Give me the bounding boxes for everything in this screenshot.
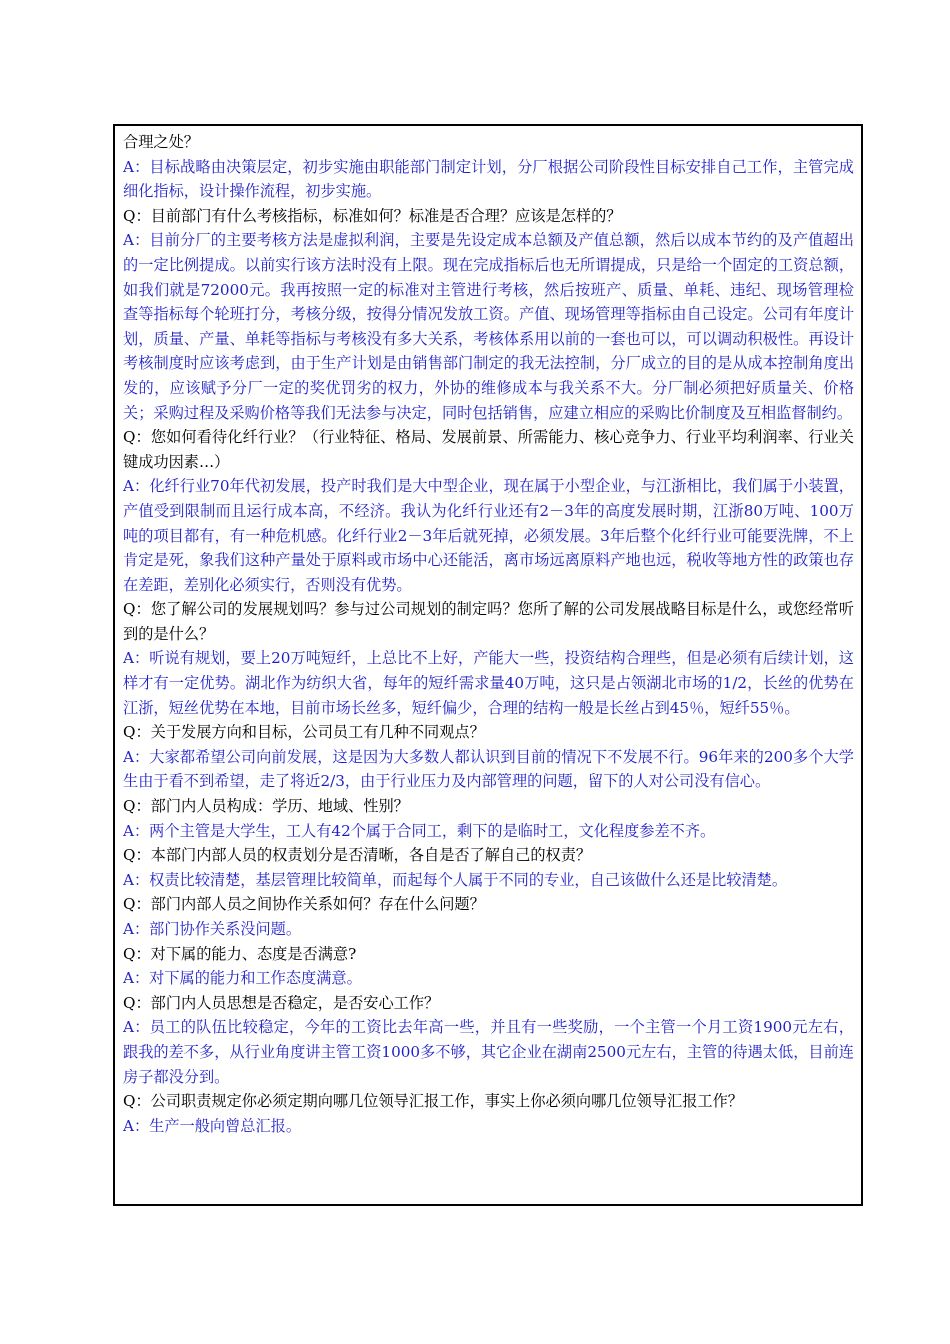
answer-text: A：化纤行业70年代初发展，投产时我们是大中型企业，现在属于小型企业，与江浙相比，我们属于小装置，产值受到限制而且运行成本高，不经济。我认为化纤行业还有2－3年的高度发展时期，江浙80万吨、100万吨的项目都有，有一种危机感。化纤行业2－3年后就死掉，必须发展。3年后整个化纤行业可能要洗牌，不上肯定是死，象我们这种产量处于原料或市场中心还能活，离市场远离原料产地也远，税收等地方性的政策也存在差距，差别化必须实行，否则没有优势。	[123, 477, 854, 594]
question-text: Q：您如何看待化纤行业？（行业特征、格局、发展前景、所需能力、核心竞争力、行业平均利润率、行业关键成功因素…）	[123, 428, 854, 471]
interview-record-box	[113, 124, 863, 1206]
answer-text: A：目前分厂的主要考核方法是虚拟利润，主要是先设定成本总额及产值总额，然后以成本节约的及产值超出的一定比例提成。以前实行该方法时没有上限。现在完成指标后也无所谓提成，只是给一个固定的工资总额，如我们就是72000元。我再按照一定的标准对主管进行考核，然后按班产、质量、单耗、违纪、现场管理检查等指标每个轮班打分，考核分级，按得分情况发放工资。产值、现场管理等指标由自己设定。公司有年度计划，质量、产量、单耗等指标与考核没有多大关系，考核体系用以前的一套也可以，可以调动积极性。再设计考核制度时应该考虑到，由于生产计划是由销售部门制定的我无法控制，分厂成立的目的是从成本控制角度出发的，应该赋予分厂一定的奖优罚劣的权力，外协的维修成本与我关系不大。分厂制必须把好质量关、价格关；采购过程及采购价格等我们无法参与决定，同时包括销售，应建立相应的采购比价制度及互相监督制约。	[123, 231, 854, 422]
answer-text: A：对下属的能力和工作态度满意。	[123, 969, 362, 988]
question-text: Q：您了解公司的发展规划吗？参与过公司规划的制定吗？您所了解的公司发展战略目标是什么，或您经常听到的是什么？	[123, 600, 854, 643]
answer-text: A：部门协作关系没问题。	[123, 920, 302, 938]
question-text: Q：本部门内部人员的权责划分是否清晰，各自是否了解自己的权责？	[123, 846, 592, 865]
answer-text: A：两个主管是大学生，工人有42个属于合同工，剩下的是临时工，文化程度参差不齐。	[123, 821, 716, 840]
answer-text: A：听说有规划，要上20万吨短纤，上总比不上好，产能大一些，投资结构合理些，但是必须有后续计划，这样才有一定优势。湖北作为纺织大省，每年的短纤需求量40万吨，这只是占领湖北市场的1/2，长丝的优势在江浙，短丝优势在本地，目前市场长丝多，短纤偏少，合理的结构一般是长丝占到45％，短纤55％。	[123, 649, 854, 717]
question-text: Q：部门内人员思想是否稳定，是否安心工作？	[123, 993, 440, 1012]
question-text: Q：部门内人员构成：学历、地域、性别？	[123, 797, 409, 816]
answer-text: A：员工的队伍比较稳定，今年的工资比去年高一些，并且有一些奖励，一个主管一个月工资1900元左右，跟我的差不多，从行业角度讲主管工资1000多不够，其它企业在湖南2500元左右，主管的待遇太低，目前连房子都没分到。	[123, 1018, 854, 1086]
question-text: 合理之处？	[123, 133, 199, 151]
question-text: Q：公司职责规定你必须定期向哪几位领导汇报工作，事实上你必须向哪几位领导汇报工作？	[123, 1092, 743, 1111]
answer-text: A：权责比较清楚，基层管理比较简单，而起每个人属于不同的专业，自己该做什么还是比较清楚。	[123, 870, 788, 889]
question-text: Q：部门内部人员之间协作关系如何？存在什么问题？	[123, 895, 485, 914]
answer-text: A：大家都希望公司向前发展，这是因为大多数人都认识到目前的情况下不发展不行。96年来的200多个大学生由于看不到希望，走了将近2/3，由于行业压力及内部管理的问题，留下的人对公司没有信心。	[123, 747, 854, 791]
answer-text: A：目标战略由决策层定，初步实施由职能部门制定计划，分厂根据公司阶段性目标安排自己工作，主管完成细化指标，设计操作流程，初步实施。	[123, 157, 854, 201]
question-text: Q：关于发展方向和目标，公司员工有几种不同观点？	[123, 723, 485, 742]
question-text: Q：对下属的能力、态度是否满意?	[123, 944, 357, 963]
question-text: Q：目前部门有什么考核指标，标准如何？标准是否合理？应该是怎样的？	[123, 206, 622, 225]
answer-text: A：生产一般向曾总汇报。	[123, 1116, 302, 1135]
